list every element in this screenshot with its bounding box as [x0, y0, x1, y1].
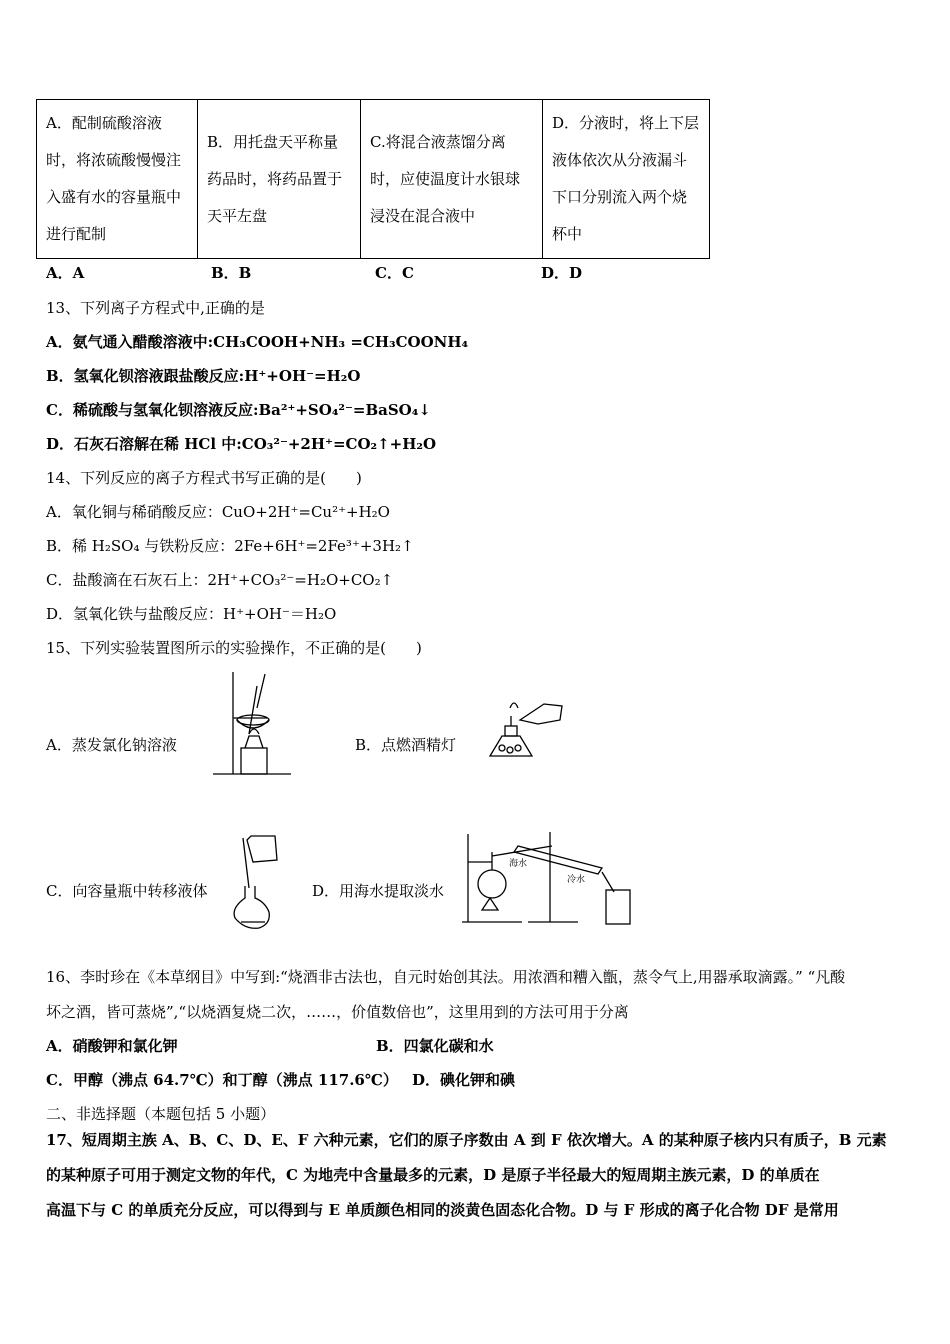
q15-option-c: C．向容量瓶中转移液体: [46, 882, 208, 900]
distillation-apparatus-figure: [458, 826, 636, 930]
q12-answer-d: D．D: [541, 264, 583, 282]
q16-option-c: C．甲醇（沸点 64.7℃）和丁醇（沸点 117.6℃）: [46, 1071, 398, 1089]
q15-option-a: A．蒸发氯化钠溶液: [46, 736, 177, 754]
evaporation-apparatus-figure: [205, 668, 295, 780]
q16-option-a: A．硝酸钾和氯化钾: [46, 1037, 178, 1055]
q12-answer-b: B．B: [211, 264, 252, 282]
q13-option-a: A．氨气通入醋酸溶液中:CH₃COOH+NH₃ =CH₃COONH₄: [46, 333, 469, 351]
q17-line1: 17、短周期主族 A、B、C、D、E、F 六种元素，它们的原子序数由 A 到 F 依次增大。A 的某种原子核内只有质子，B 元素: [46, 1131, 887, 1149]
q13-option-d: D．石灰石溶解在稀 HCl 中:CO₃²⁻+2H⁺=CO₂↑+H₂O: [46, 435, 437, 453]
section-title: 二、非选择题（本题包括 5 小题）: [46, 1105, 276, 1123]
q14-option-a: A．氧化铜与稀硝酸反应：CuO+2H⁺=Cu²⁺+H₂O: [46, 503, 390, 521]
q12-options-table: [36, 99, 710, 259]
q14-stem: 14、下列反应的离子方程式书写正确的是( ): [46, 469, 362, 487]
q15-option-d: D．用海水提取淡水: [312, 882, 445, 900]
q12-answer-c: C．C: [375, 264, 414, 282]
q16-option-b: B．四氯化碳和水: [376, 1037, 494, 1055]
volumetric-flask-transfer-figure: [225, 832, 300, 932]
q14-option-d: D．氢氧化铁与盐酸反应：H⁺+OH⁻＝H₂O: [46, 605, 337, 623]
q14-option-c: C．盐酸滴在石灰石上：2H⁺+CO₃²⁻=H₂O+CO₂↑: [46, 571, 394, 589]
coldwater-label: 冷水: [567, 875, 586, 885]
q12-cell-a: A．配制硫酸溶液时，将浓硫酸慢慢注入盛有水的容量瓶中进行配制: [37, 100, 198, 259]
q12-cell-d: D．分液时，将上下层液体依次从分液漏斗下口分别流入两个烧杯中: [543, 100, 710, 259]
q14-option-b: B．稀 H₂SO₄ 与铁粉反应：2Fe+6H⁺=2Fe³⁺+3H₂↑: [46, 537, 414, 555]
q16-stem-line1: 16、李时珍在《本草纲目》中写到:“烧酒非古法也，自元时始创其法。用浓酒和糟入甑，蒸令气上,用器承取滴露。” “凡酸: [46, 968, 846, 986]
q12-cell-b: B．用托盘天平称量药品时，将药品置于天平左盘: [198, 100, 361, 259]
q12-answer-a: A．A: [46, 264, 85, 282]
q17-line2: 的某种原子可用于测定文物的年代，C 为地壳中含量最多的元素，D 是原子半径最大的短周期主族元素，D 的单质在: [46, 1166, 820, 1184]
q17-line3: 高温下与 C 的单质充分反应，可以得到与 E 单质颜色相同的淡黄色固态化合物。D 与 F 形成的离子化合物 DF 是常用: [46, 1201, 839, 1219]
q13-stem: 13、下列离子方程式中,正确的是: [46, 299, 265, 317]
q13-option-c: C．稀硫酸与氢氧化钡溶液反应:Ba²⁺+SO₄²⁻=BaSO₄↓: [46, 401, 431, 419]
alcohol-lamp-figure: [480, 690, 570, 770]
q16-option-d: D．碘化钾和碘: [412, 1071, 516, 1089]
seawater-label: 海水: [509, 859, 528, 869]
q15-stem: 15、下列实验装置图所示的实验操作，不正确的是( ): [46, 639, 422, 657]
q15-option-b: B．点燃酒精灯: [355, 736, 457, 754]
q13-option-b: B．氢氧化钡溶液跟盐酸反应:H⁺+OH⁻=H₂O: [46, 367, 361, 385]
q12-cell-c: C.将混合液蒸馏分离时，应使温度计水银球浸没在混合液中: [361, 100, 543, 259]
q16-stem-line2: 坏之酒，皆可蒸烧”,“以烧酒复烧二次，……，价值数倍也”，这里用到的方法可用于分离: [46, 1003, 629, 1021]
